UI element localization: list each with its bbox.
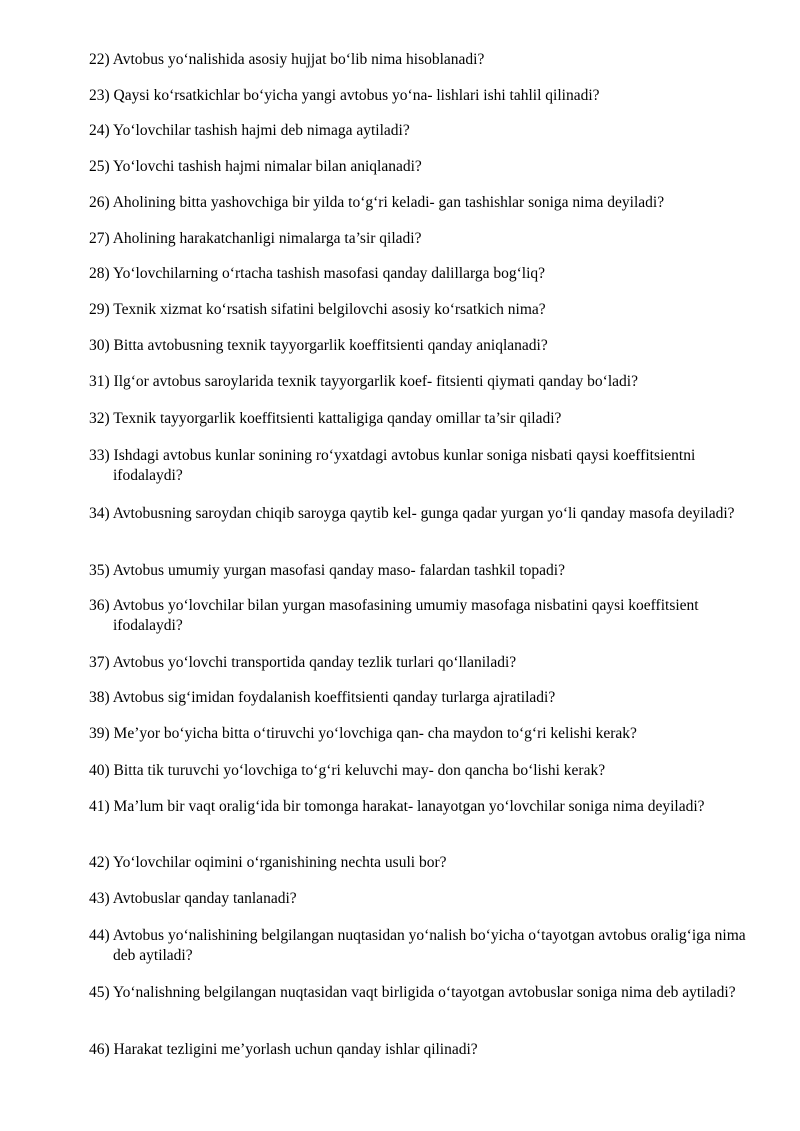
question-item xyxy=(89,596,759,636)
question-text: Yo‘lovchilar oqimini o‘rganishining nechta usuli bor? xyxy=(112,854,447,871)
question-text: Bitta avtobusning texnik tayyorgarlik koeffitsienti qanday aniqlanadi? xyxy=(113,337,548,354)
question-item xyxy=(89,409,759,429)
question-number: 44) xyxy=(89,927,110,944)
question-item xyxy=(89,121,759,141)
question-number: 40) xyxy=(89,762,110,779)
question-item xyxy=(89,264,759,284)
question-number: 41) xyxy=(89,798,110,815)
question-number: 25) xyxy=(89,158,110,175)
question-text: Avtobus yo‘nalishida asosiy hujjat bo‘lib nima hisoblanadi? xyxy=(112,51,485,68)
question-item xyxy=(89,336,759,356)
question-number: 46) xyxy=(89,1041,110,1058)
question-number: 33) xyxy=(89,447,110,464)
question-item xyxy=(89,724,759,744)
question-text: Avtobus yo‘lovchi transportida qanday tezlik turlari qo‘llaniladi? xyxy=(112,654,517,671)
question-text: Avtobus sig‘imidan foydalanish koeffitsienti qanday turlarga ajratiladi? xyxy=(112,689,556,706)
question-text: Avtobuslar qanday tanlanadi? xyxy=(112,890,297,907)
question-item xyxy=(89,761,759,781)
question-item xyxy=(89,853,759,873)
question-text: Avtobusning saroydan chiqib saroyga qaytib kel- gunga qadar yurgan yo‘li qanday masofa deyiladi? xyxy=(112,505,735,522)
question-number: 42) xyxy=(89,854,110,871)
question-item xyxy=(89,688,759,708)
question-item xyxy=(89,372,759,392)
question-item xyxy=(89,300,759,320)
question-number: 35) xyxy=(89,562,110,579)
question-item xyxy=(89,561,759,581)
question-number: 27) xyxy=(89,230,110,247)
question-number: 34) xyxy=(89,505,110,522)
question-number: 30) xyxy=(89,337,110,354)
question-text: Avtobus yo‘nalishining belgilangan nuqtasidan yo‘nalish bo‘yicha o‘tayotgan avtobus oralig‘iga nima deb aytiladi? xyxy=(112,927,746,964)
question-item xyxy=(89,86,759,106)
question-number: 26) xyxy=(89,194,110,211)
question-text: Bitta tik turuvchi yo‘lovchiga to‘g‘ri keluvchi may- don qancha bo‘lishi kerak? xyxy=(113,762,606,779)
question-number: 31) xyxy=(89,373,110,390)
question-text: Me’yor bo‘yicha bitta o‘tiruvchi yo‘lovchiga qan- cha maydon to‘g‘ri kelishi kerak? xyxy=(113,725,637,742)
question-number: 23) xyxy=(89,87,110,104)
question-text: Yo‘nalishning belgilangan nuqtasidan vaqt birligida o‘tayotgan avtobuslar soniga nima deb aytiladi? xyxy=(112,984,736,1001)
question-text: Aholining bitta yashovchiga bir yilda to‘g‘ri keladi- gan tashishlar soniga nima deyiladi? xyxy=(112,194,665,211)
question-number: 39) xyxy=(89,725,110,742)
question-text: Yo‘lovchi tashish hajmi nimalar bilan aniqlanadi? xyxy=(112,158,422,175)
question-item xyxy=(89,926,759,966)
question-item xyxy=(89,193,769,213)
question-item xyxy=(89,50,759,70)
question-text: Yo‘lovchilarning o‘rtacha tashish masofasi qanday dalillarga bog‘liq? xyxy=(112,265,546,282)
question-number: 28) xyxy=(89,265,110,282)
question-text: Yo‘lovchilar tashish hajmi deb nimaga aytiladi? xyxy=(112,122,410,139)
question-item xyxy=(89,229,759,249)
question-number: 24) xyxy=(89,122,110,139)
question-number: 32) xyxy=(89,410,110,427)
question-text: Harakat tezligini me’yorlash uchun qanday ishlar qilinadi? xyxy=(113,1041,478,1058)
question-text: Avtobus umumiy yurgan masofasi qanday maso- falardan tashkil topadi? xyxy=(112,562,565,579)
question-item xyxy=(89,797,759,817)
question-text: Ma’lum bir vaqt oralig‘ida bir tomonga harakat- lanayotgan yo‘lovchilar soniga nima deyiladi? xyxy=(113,798,705,815)
question-number: 37) xyxy=(89,654,110,671)
question-text: Qaysi ko‘rsatkichlar bo‘yicha yangi avtobus yo‘na- lishlari ishi tahlil qilinadi? xyxy=(113,87,600,104)
question-text: Aholining harakatchanligi nimalarga ta’sir qiladi? xyxy=(112,230,422,247)
question-text: Texnik xizmat ko‘rsatish sifatini belgilovchi asosiy ko‘rsatkich nima? xyxy=(113,301,546,318)
question-text: Ilg‘or avtobus saroylarida texnik tayyorgarlik koef- fitsienti qiymati qanday bo‘ladi? xyxy=(113,373,638,390)
question-item xyxy=(89,157,759,177)
question-number: 29) xyxy=(89,301,110,318)
question-item xyxy=(89,504,769,524)
question-text: Avtobus yo‘lovchilar bilan yurgan masofasining umumiy masofaga nisbatini qaysi koeffitsient ifodalaydi? xyxy=(112,597,699,634)
question-text: Ishdagi avtobus kunlar sonining ro‘yxatdagi avtobus kunlar soniga nisbati qaysi koeffitsientni ifodalaydi? xyxy=(113,447,696,484)
question-item xyxy=(89,889,759,909)
question-item xyxy=(89,983,759,1003)
question-item xyxy=(89,653,759,673)
question-item xyxy=(89,1040,759,1060)
question-number: 38) xyxy=(89,689,110,706)
question-text: Texnik tayyorgarlik koeffitsienti kattaligiga qanday omillar ta’sir qiladi? xyxy=(113,410,562,427)
question-number: 36) xyxy=(89,597,110,614)
question-number: 22) xyxy=(89,51,110,68)
question-number: 45) xyxy=(89,984,110,1001)
question-number: 43) xyxy=(89,890,110,907)
question-item xyxy=(89,446,759,486)
